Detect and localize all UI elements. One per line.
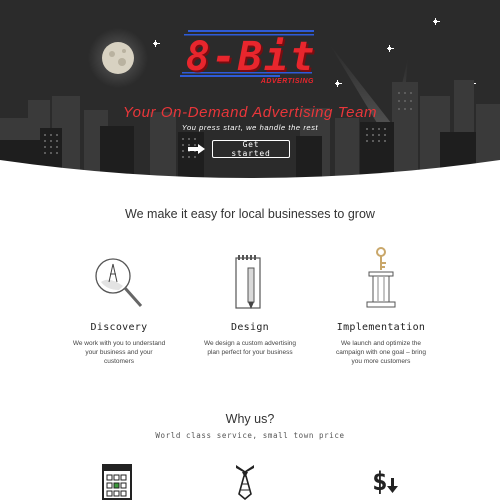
feature-text: We design a custom advertising plan perfect for your business [203,340,296,356]
feature-title: Implementation [336,322,426,333]
grow-section-title: We make it easy for local businesses to grow [125,207,375,221]
why-section-title: Why us? [225,412,275,426]
notepad-pencil-icon [230,252,270,312]
feature-design [185,250,315,357]
feature-title: Design [231,322,269,333]
hero-banner [0,0,500,178]
brand-logo[interactable] [180,28,322,90]
dollar-down-icon [372,464,400,500]
key-pedestal-icon [361,246,401,312]
magnifier-icon [89,252,149,312]
get-started-button[interactable]: Get started [212,140,290,158]
feature-text: We work with you to understand your business and your customers [72,340,166,365]
hero-subtagline: You press start, we handle the rest [181,123,319,132]
feature-title: Discovery [90,322,148,333]
necktie-icon [234,464,256,500]
calendar-icon [102,464,132,500]
feature-implementation [316,250,446,366]
why-section-subtitle: World class service, small town price [155,431,345,440]
pointing-hand-icon [188,143,206,155]
feature-text: We launch and optimize the campaign with one goal – bring you more customers [336,340,426,365]
cta-row [188,140,290,158]
logo-subtext: ADVERTISING [260,78,314,85]
svg-text:$: $ [372,467,388,497]
hero-tagline: Your On-Demand Advertising Team [122,104,378,121]
logo-text: 8-Bit [185,34,317,80]
feature-discovery [54,250,184,366]
